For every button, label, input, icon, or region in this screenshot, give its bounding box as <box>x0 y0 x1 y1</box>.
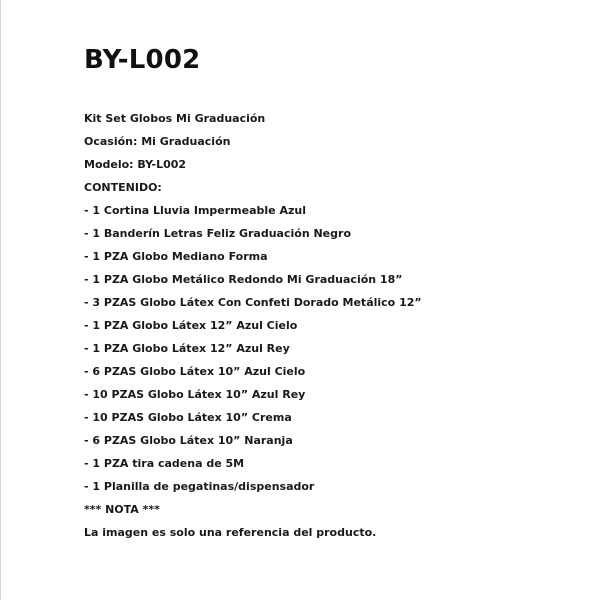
occasion-line: Ocasión: Mi Graduación <box>84 135 231 148</box>
contents-item: - 10 PZAS Globo Látex 10” Crema <box>84 411 292 424</box>
contents-item: - 6 PZAS Globo Látex 10” Naranja <box>84 434 293 447</box>
contents-item: - 1 Cortina Lluvia Impermeable Azul <box>84 204 306 217</box>
contents-item: - 6 PZAS Globo Látex 10” Azul Cielo <box>84 365 306 378</box>
model-line: Modelo: BY-L002 <box>84 158 187 171</box>
page-edge-divider <box>0 0 1 600</box>
disclaimer-text: La imagen es solo una referencia del producto. <box>84 526 377 539</box>
product-code-title: BY-L002 <box>84 45 201 75</box>
contents-item: - 1 PZA Globo Látex 12” Azul Cielo <box>84 319 298 332</box>
contents-item: - 10 PZAS Globo Látex 10” Azul Rey <box>84 388 306 401</box>
contents-item: - 1 Planilla de pegatinas/dispensador <box>84 480 315 493</box>
contents-item: - 1 Banderín Letras Feliz Graduación Negro <box>84 227 351 240</box>
contents-item: - 1 PZA Globo Látex 12” Azul Rey <box>84 342 290 355</box>
contents-item: - 3 PZAS Globo Látex Con Confeti Dorado Metálico 12” <box>84 296 422 309</box>
product-description <box>84 107 422 544</box>
contents-heading: CONTENIDO: <box>84 181 162 194</box>
product-name-line: Kit Set Globos Mi Graduación <box>84 112 266 125</box>
contents-item: - 1 PZA Globo Metálico Redondo Mi Graduación 18” <box>84 273 403 286</box>
note-heading: *** NOTA *** <box>84 503 160 516</box>
contents-item: - 1 PZA Globo Mediano Forma <box>84 250 268 263</box>
contents-item: - 1 PZA tira cadena de 5M <box>84 457 245 470</box>
